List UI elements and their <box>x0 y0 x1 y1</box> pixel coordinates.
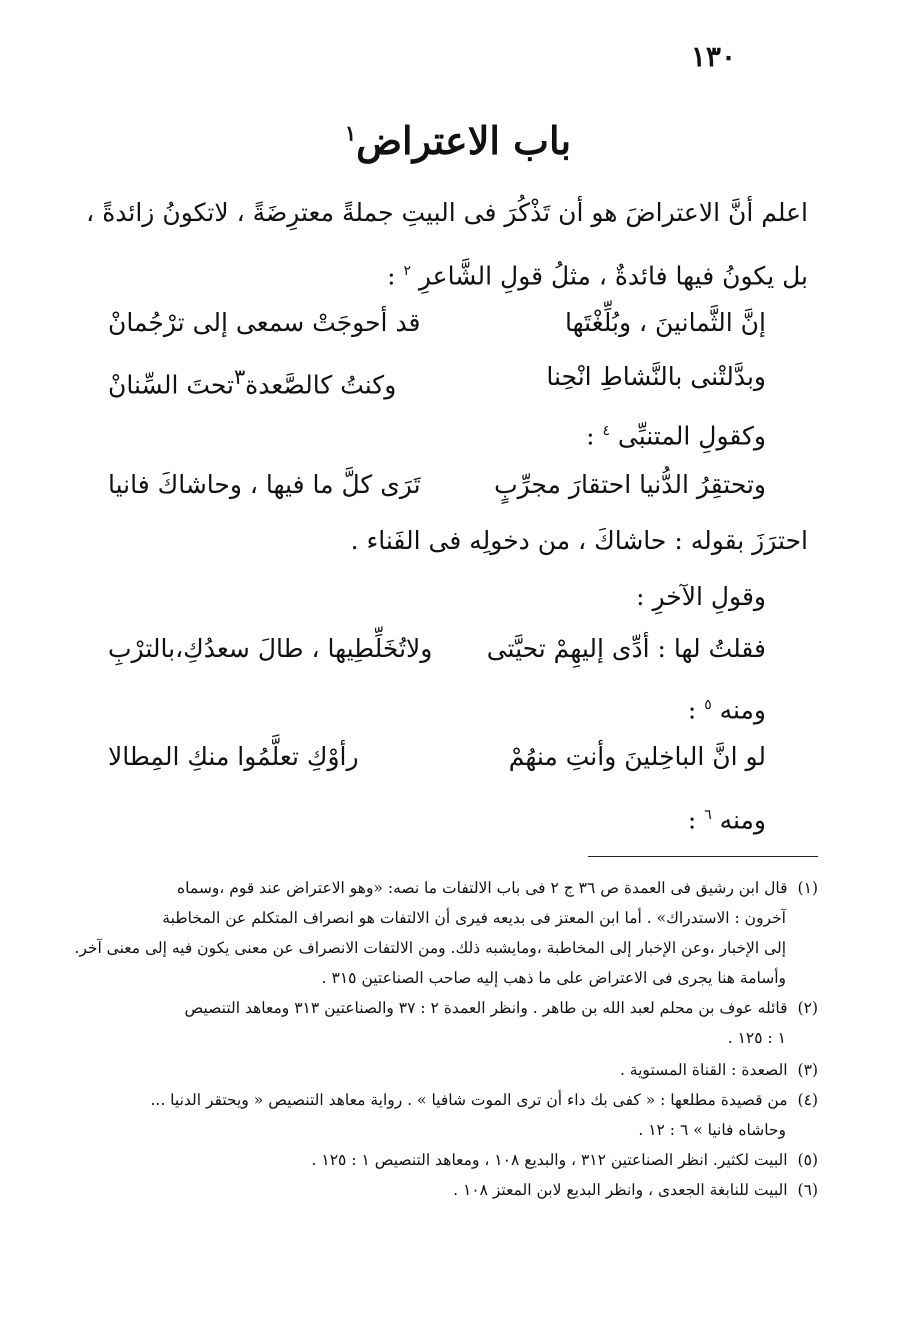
footnote-line: إلى الإخبار ،وعن الإخبار إلى المخاطبة ،ومايشبه ذلك. ومن الالتفات الانصراف عن معنى يكون فيه إلى معنى آخر. <box>74 939 786 957</box>
verse-hemistich-first: وبدَّلتْنى بالنَّشاطِ انْحِنا <box>546 362 766 391</box>
body-line: احترَزَ بقوله : حاشاكَ ، من دخولِه فى الفَناء . <box>350 526 808 555</box>
verse-line <box>108 306 766 340</box>
page-number: ١٣٠ <box>690 40 736 73</box>
footnote <box>100 1178 818 1202</box>
footnote-line: وحاشاه فانيا » ٦ : ١٢ . <box>638 1121 786 1139</box>
footnote-line: آخرون : الاستدراك» . أما ابن المعتز فى بديعه فيرى أن الالتفات هو انصراف المتكلم عن المخاطبة <box>162 909 786 927</box>
footnote-text: البيت للنابغة الجعدى ، وانظر البديع لابن المعتز ١٠٨ . <box>453 1181 788 1199</box>
punctuation: : <box>687 695 697 725</box>
footnote-number: (٣) <box>797 1061 818 1079</box>
body-line: اعلم أنَّ الاعتراضَ هو أن تَذْكُرَ فى البيتِ جملةً معترِضَةً ، لاتكونُ زائدةً ، <box>86 198 808 227</box>
footnote-ref: ٣ <box>233 365 246 389</box>
footnote-text: من قصيدة مطلعها : « كفى بك داء أن ترى الموت شافيا » . رواية معاهد التنصيص « ويحتقر الدنيا ... <box>150 1091 788 1109</box>
footnote-ref: ٢ <box>403 263 411 279</box>
punctuation: : <box>687 805 697 835</box>
footnote-divider <box>588 856 818 857</box>
body-line <box>108 688 766 727</box>
footnote-line: وأسامة هنا يجرى فى الاعتراض على ما ذهب إليه صاحب الصناعتين ٣١٥ . <box>321 969 786 987</box>
verse-hemistich-first: إنَّ الثَّمانينَ ، وبُلِّغْتَها <box>565 308 766 337</box>
chapter-title-text: باب الاعتراض <box>356 118 572 163</box>
punctuation: : <box>586 421 595 451</box>
footnote-text: قال ابن رشيق فى العمدة ص ٣٦ ج ٢ فى باب الالتفات ما نصه: «وهو الاعتراض عند قوم ،وسماه <box>177 879 788 897</box>
footnote-ref: ٤ <box>602 423 610 439</box>
footnote-text: قائله عوف بن محلم لعبد الله بن طاهر . وانظر العمدة ٢ : ٣٧ والصناعتين ٣١٣ ومعاهد التنصيص <box>184 999 788 1017</box>
footnote-ref: ٦ <box>704 807 712 823</box>
footnote <box>100 1058 818 1082</box>
punctuation: : <box>387 261 396 291</box>
chapter-title <box>0 118 916 163</box>
body-line: وقولِ الآخرِ : <box>636 582 766 611</box>
verse-line <box>108 468 766 502</box>
verse-hemistich-second: ولاتُخَلِّطِيها ، طالَ سعدُكِ،بالترْبِ <box>108 634 433 663</box>
body-line <box>108 798 766 837</box>
verse-hemistich-second: تَرَى كلَّ ما فيها ، وحاشاكَ فانيا <box>108 470 421 499</box>
footnote <box>100 996 818 1020</box>
footnote-number: (٢) <box>797 999 818 1017</box>
verse-line <box>108 740 766 774</box>
footnote-text: الصعدة : القناة المستوية . <box>619 1061 788 1079</box>
verse-hemistich-second: قد أحوجَتْ سمعى إلى ترْجُمانْ <box>108 308 421 337</box>
verse-line <box>108 360 766 402</box>
body-text: بل يكونُ فيها فائدةٌ ، مثلُ قولِ الشَّاعرِ <box>418 261 808 291</box>
footnote-ref: ١ <box>344 120 357 146</box>
verse-hemistich-second: رأوْكِ تعلَّمُوا منكِ المِطالا <box>108 742 359 771</box>
footnote-text: البيت لكثير. انظر الصناعتين ٣١٢ ، والبديع ١٠٨ ، ومعاهد التنصيص ١ : ١٢٥ . <box>311 1151 788 1169</box>
footnote <box>100 1088 818 1112</box>
footnote-line: ١ : ١٢٥ . <box>727 1029 786 1047</box>
footnote-number: (٥) <box>797 1151 818 1169</box>
body-line <box>108 254 808 293</box>
verse-hemistich-first: لو انَّ الباخِلينَ وأنتِ منهُمْ <box>508 742 766 771</box>
verse-line <box>108 632 766 666</box>
verse-text: وكنتُ كالصَّعدة <box>245 370 397 400</box>
verse-hemistich-first: فقلتُ لها : أدِّى إليهِمْ تحيَّتى <box>486 634 766 663</box>
verse-hemistich-first: وتحتقِرُ الدُّنيا احتقارَ مجرِّبٍ <box>494 470 766 499</box>
body-text: ومنه <box>719 805 766 835</box>
footnote-ref: ٥ <box>704 697 712 713</box>
footnote <box>100 1148 818 1172</box>
footnote-number: (٤) <box>797 1091 818 1109</box>
body-text: ومنه <box>719 695 766 725</box>
footnote <box>100 876 818 900</box>
verse-text: تحتَ السِّنانْ <box>108 370 234 400</box>
verse-hemistich-second <box>108 360 396 402</box>
body-text: وكقولِ المتنبِّى <box>617 421 766 451</box>
footnote-number: (٦) <box>797 1181 818 1199</box>
body-line <box>108 414 766 453</box>
footnote-number: (١) <box>797 879 818 897</box>
